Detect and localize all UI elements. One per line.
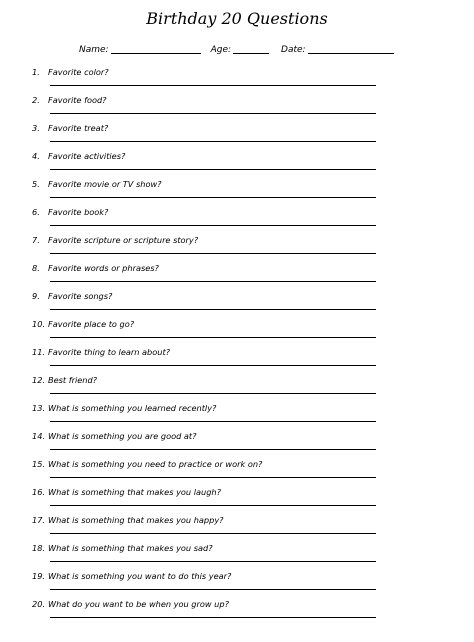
question-item <box>32 263 376 285</box>
question-number: 7. <box>32 235 40 245</box>
header-fields <box>79 41 394 55</box>
question-label: Favorite scripture or scripture story? <box>48 235 199 245</box>
question-label: Favorite place to go? <box>48 319 135 329</box>
question-number: 4. <box>32 151 40 161</box>
question-item <box>32 235 376 257</box>
question-item <box>32 179 376 201</box>
answer-line[interactable] <box>50 85 376 86</box>
question-label: What do you want to be when you grow up? <box>48 599 229 609</box>
question-text <box>32 263 159 273</box>
question-item <box>32 459 376 481</box>
question-label: What is something that makes you sad? <box>48 543 213 553</box>
question-item <box>32 543 376 565</box>
answer-line[interactable] <box>50 169 376 170</box>
question-number: 20. <box>32 599 46 609</box>
question-text <box>32 403 216 413</box>
question-item <box>32 431 376 453</box>
question-text <box>32 207 108 217</box>
question-item <box>32 95 376 117</box>
question-item <box>32 571 376 593</box>
date-field[interactable] <box>308 43 394 54</box>
question-number: 11. <box>32 347 46 357</box>
question-item <box>32 319 376 341</box>
question-text <box>32 151 125 161</box>
question-label: Favorite words or phrases? <box>48 263 159 273</box>
question-number: 10. <box>32 319 46 329</box>
question-number: 12. <box>32 375 46 385</box>
question-text <box>32 179 162 189</box>
question-item <box>32 599 376 621</box>
question-text <box>32 123 108 133</box>
question-label: What is something that makes you happy? <box>48 515 224 525</box>
question-label: What is something that makes you laugh? <box>48 487 221 497</box>
question-text <box>32 431 196 441</box>
question-text <box>32 347 170 357</box>
worksheet-title: Birthday 20 Questions <box>146 9 328 28</box>
question-number: 17. <box>32 515 46 525</box>
question-item <box>32 67 376 89</box>
answer-line[interactable] <box>50 589 376 590</box>
age-label: Age: <box>210 45 232 55</box>
answer-line[interactable] <box>50 561 376 562</box>
question-number: 6. <box>32 207 40 217</box>
question-label: Favorite thing to learn about? <box>48 347 171 357</box>
question-label: Favorite color? <box>48 67 109 77</box>
answer-line[interactable] <box>50 533 376 534</box>
answer-line[interactable] <box>50 365 376 366</box>
question-text <box>32 95 107 105</box>
question-text <box>32 515 224 525</box>
answer-line[interactable] <box>50 477 376 478</box>
question-text <box>32 319 134 329</box>
age-field[interactable] <box>233 43 269 54</box>
question-number: 1. <box>32 67 40 77</box>
date-label: Date: <box>281 45 306 55</box>
name-field[interactable] <box>111 43 201 54</box>
question-number: 3. <box>32 123 40 133</box>
question-label: Favorite movie or TV show? <box>48 179 162 189</box>
question-label: Favorite activities? <box>48 151 126 161</box>
question-label: What is something you need to practice or work on? <box>48 459 263 469</box>
question-item <box>32 291 376 313</box>
question-text <box>32 235 198 245</box>
question-text <box>32 375 97 385</box>
question-number: 8. <box>32 263 40 273</box>
answer-line[interactable] <box>50 225 376 226</box>
question-number: 9. <box>32 291 40 301</box>
answer-line[interactable] <box>50 309 376 310</box>
answer-line[interactable] <box>50 337 376 338</box>
question-number: 15. <box>32 459 46 469</box>
question-number: 5. <box>32 179 40 189</box>
question-text <box>32 67 109 77</box>
question-item <box>32 207 376 229</box>
question-number: 18. <box>32 543 46 553</box>
question-label: Favorite book? <box>48 207 109 217</box>
question-item <box>32 403 376 425</box>
name-label: Name: <box>79 45 109 55</box>
question-number: 2. <box>32 95 40 105</box>
answer-line[interactable] <box>50 281 376 282</box>
question-label: What is something you learned recently? <box>48 403 217 413</box>
question-text <box>32 599 229 609</box>
question-text <box>32 459 262 469</box>
question-text <box>32 543 213 553</box>
question-number: 16. <box>32 487 46 497</box>
question-label: What is something you are good at? <box>48 431 197 441</box>
answer-line[interactable] <box>50 113 376 114</box>
answer-line[interactable] <box>50 449 376 450</box>
question-item <box>32 123 376 145</box>
question-text <box>32 571 231 581</box>
question-item <box>32 487 376 509</box>
question-label: Best friend? <box>48 375 98 385</box>
question-label: Favorite treat? <box>48 123 109 133</box>
question-number: 13. <box>32 403 46 413</box>
answer-line[interactable] <box>50 393 376 394</box>
answer-line[interactable] <box>50 617 376 618</box>
question-item <box>32 151 376 173</box>
question-text <box>32 291 112 301</box>
answer-line[interactable] <box>50 505 376 506</box>
answer-line[interactable] <box>50 141 376 142</box>
question-item <box>32 515 376 537</box>
answer-line[interactable] <box>50 197 376 198</box>
question-label: What is something you want to do this year? <box>48 571 232 581</box>
answer-line[interactable] <box>50 421 376 422</box>
question-number: 19. <box>32 571 46 581</box>
question-text <box>32 487 221 497</box>
question-item <box>32 347 376 369</box>
question-number: 14. <box>32 431 46 441</box>
answer-line[interactable] <box>50 253 376 254</box>
question-label: Favorite food? <box>48 95 107 105</box>
question-item <box>32 375 376 397</box>
question-label: Favorite songs? <box>48 291 113 301</box>
